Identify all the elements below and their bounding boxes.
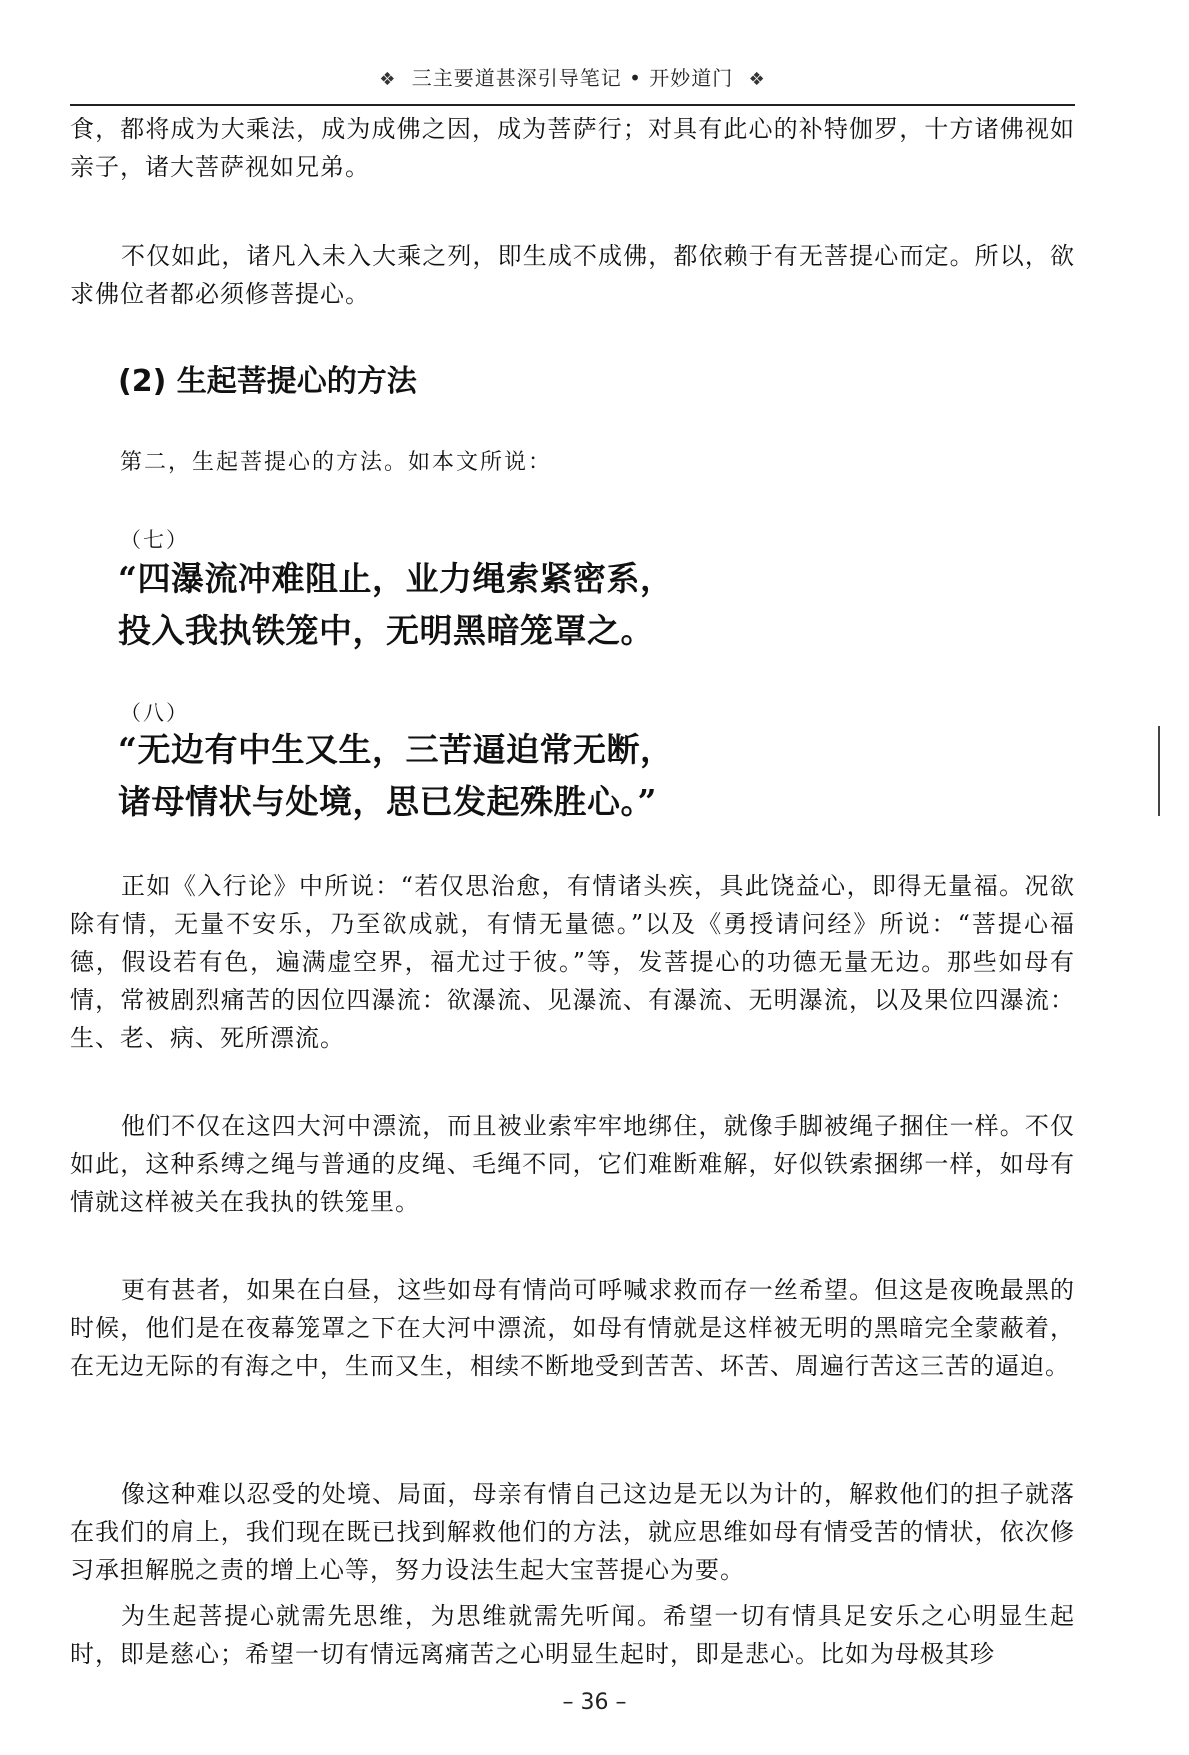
ornament-right-icon: ❖ [748,68,766,90]
paragraph-1: 食，都将成为大乘法，成为成佛之因，成为菩萨行；对具有此心的补特伽罗，十方诸佛视如亲子，诸大菩萨视如兄弟。 [70,115,1075,181]
paragraph-5: 更有甚者，如果在白昼，这些如母有情尚可呼喊求救而存一丝希望。但这是夜晚最黑的时候，他们是在夜幕笼罩之下在大河中漂流，如母有情就是这样被无明的黑暗完全蒙蔽着，在无边无际的有海之中，生而又生，相续不断地受到苦苦、坏苦、周遍行苦这三苦的逼迫。 [70,1276,1075,1380]
section-heading: (2) 生起菩提心的方法 [118,364,417,399]
verse-8-line-1: “无边有中生又生，三苦逼迫常无断， [118,730,674,769]
verse-7 [118,553,673,657]
paragraph-6: 像这种难以忍受的处境、局面，母亲有情自己这边是无以为计的，解救他们的担子就落在我们的肩上，我们现在既已找到解救他们的方法，就应思维如母有情受苦的情状，依次修习承担解脱之责的增上心等，努力设法生起大宝菩提心为要。 [70,1480,1075,1584]
verse-7-number: （七） [120,528,189,552]
paragraph-2: 不仅如此，诸凡入未入大乘之列，即生成不成佛，都依赖于有无菩提心而定。所以，欲求佛位者都必须修菩提心。 [70,242,1075,308]
running-header [70,58,1075,98]
paragraph-3: 正如《入行论》中所说：“若仅思治愈，有情诸头疾，具此饶益心，即得无量福。况欲除有情，无量不安乐，乃至欲成就，有情无量德。”以及《勇授请问经》所说：“菩提心福德，假设若有色，遍满虚空界，福尤过于彼。”等，发菩提心的功德无量无边。那些如母有情，常被剧烈痛苦的因位四瀑流：欲瀑流、见瀑流、有瀑流、无明瀑流，以及果位四瀑流：生、老、病、死所漂流。 [70,872,1075,1052]
verse-8-line-2: 诸母情状与处境，思已发起殊胜心。” [118,782,657,821]
header-title: 三主要道甚深引导笔记 • 开妙道门 [411,66,734,90]
verse-7-line-1: “四瀑流冲难阻止，业力绳索紧密系， [118,559,674,598]
page-number: – 36 – [562,1690,627,1715]
paragraph-7: 为生起菩提心就需先思维，为思维就需先听闻。希望一切有情具足安乐之心明显生起时，即是慈心；希望一切有情远离痛苦之心明显生起时，即是悲心。比如为母极其珍 [70,1602,1075,1668]
section-intro: 第二，生起菩提心的方法。如本文所说： [120,450,553,475]
header-rule [70,104,1075,106]
paragraph-4: 他们不仅在这四大河中漂流，而且被业索牢牢地绑住，就像手脚被绳子捆住一样。不仅如此，这种系缚之绳与普通的皮绳、毛绳不同，它们难断难解，好似铁索捆绑一样，如母有情就这样被关在我执的铁笼里。 [70,1112,1075,1216]
verse-8-number: （八） [120,701,189,725]
margin-mark [1158,726,1160,816]
verse-8 [118,724,673,828]
verse-7-line-2: 投入我执铁笼中，无明黑暗笼罩之。 [118,611,654,650]
ornament-left-icon: ❖ [379,68,397,90]
